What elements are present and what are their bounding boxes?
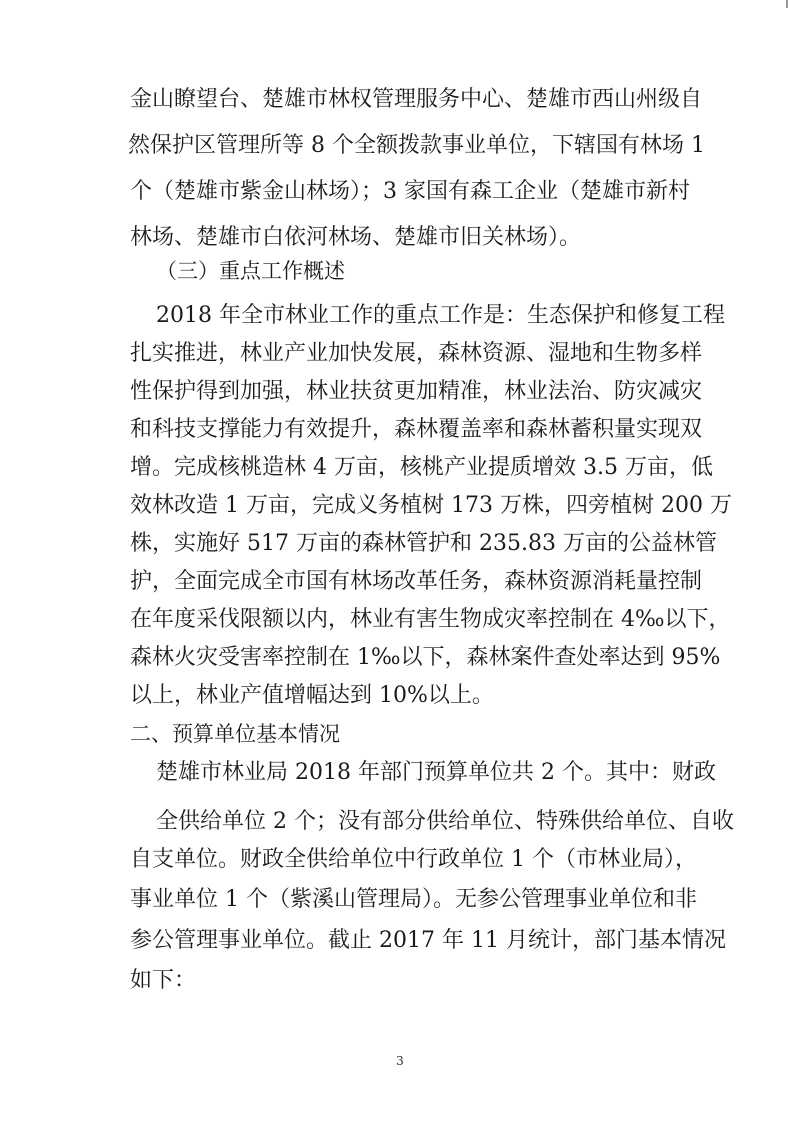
body-text-line: 然保护区管理所等 8 个全额拨款事业单位，下辖国有林场 1 xyxy=(128,133,705,158)
body-text-line: 参公管理事业单位。截止 2017 年 11 月统计，部门基本情况 xyxy=(130,928,726,953)
body-text-line: 金山瞭望台、楚雄市林权管理服务中心、楚雄市西山州级自 xyxy=(130,87,703,112)
page-number: 3 xyxy=(396,1054,404,1068)
body-text-line: 性保护得到加强，林业扶贫更加精准，林业法治、防灾减灾 xyxy=(130,379,703,404)
body-text-line: 自支单位。财政全供给单位中行政单位 1 个（市林业局）， xyxy=(130,847,697,872)
body-text-line: 株，实施好 517 万亩的森林管护和 235.83 万亩的公益林管 xyxy=(130,531,717,556)
body-text-line: 事业单位 1 个（紫溪山管理局）。无参公管理事业单位和非 xyxy=(130,887,697,912)
body-text-line: 和科技支撑能力有效提升，森林覆盖率和森林蓄积量实现双 xyxy=(130,417,703,442)
body-text-line: 如下： xyxy=(130,968,197,993)
body-text-line: 增。完成核桃造林 4 万亩，核桃产业提质增效 3.5 万亩，低 xyxy=(130,455,713,480)
body-text-line: 扎实推进，林业产业加快发展，森林资源、湿地和生物多样 xyxy=(130,341,703,366)
body-text-line: 林场、楚雄市白依河林场、楚雄市旧关林场）。 xyxy=(130,225,582,250)
body-text-line: 护，全面完成全市国有林场改革任务，森林资源消耗量控制 xyxy=(130,569,703,594)
section-heading-key-work: （三）重点工作概述 xyxy=(156,259,345,283)
body-text-line: 以上，林业产值增幅达到 10%以上。 xyxy=(130,683,494,708)
body-text-line: 在年度采伐限额以内，林业有害生物成灾率控制在 4‰以下， xyxy=(130,607,731,632)
body-text-line: 个（楚雄市紫金山林场）；3 家国有森工企业（楚雄市新村 xyxy=(130,179,690,204)
body-text-line: 楚雄市林业局 2018 年部门预算单位共 2 个。其中：财政 xyxy=(156,760,716,785)
section-heading-budget-units: 二、预算单位基本情况 xyxy=(130,722,340,746)
body-text-line: 2018 年全市林业工作的重点工作是：生态保护和修复工程 xyxy=(156,303,725,328)
scan-edge-mark xyxy=(786,0,788,8)
body-text-line: 全供给单位 2 个；没有部分供给单位、特殊供给单位、自收 xyxy=(156,809,734,834)
body-text-line: 森林火灾受害率控制在 1‰以下，森林案件查处率达到 95% xyxy=(130,645,721,670)
body-text-line: 效林改造 1 万亩，完成义务植树 173 万株，四旁植树 200 万 xyxy=(130,493,732,518)
